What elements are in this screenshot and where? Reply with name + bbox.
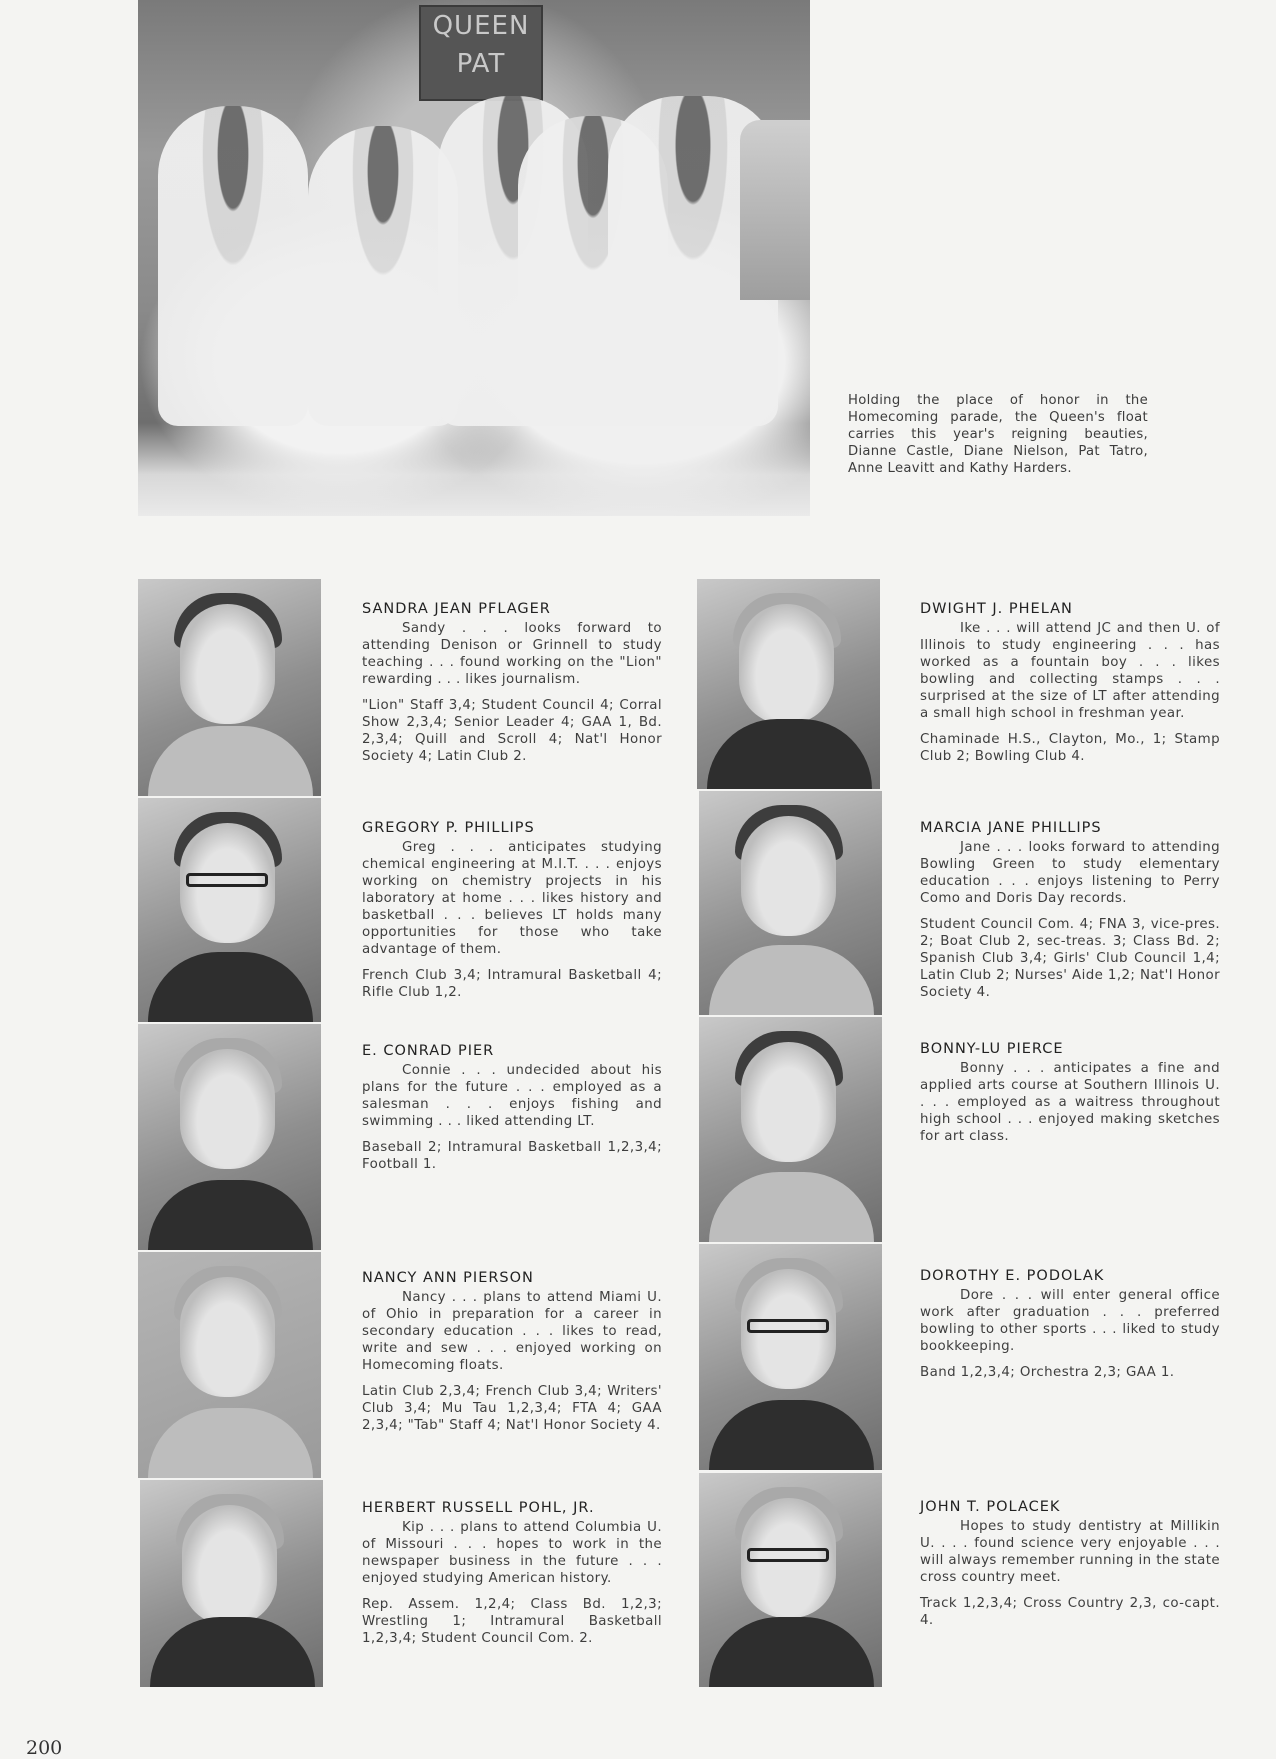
student-bio: Jane . . . looks forward to attending Bowling Green to study elementary education . . . enjoys listening to Perry Como and Doris Day records. bbox=[920, 840, 1220, 906]
student-bio: Nancy . . . plans to attend Miami U. of Ohio in preparation for a career in secondary education . . . likes to read, write and sew . . . enjoyed working on Homecoming floats. bbox=[362, 1290, 662, 1373]
portrait-photo bbox=[138, 798, 321, 1022]
portrait-photo bbox=[697, 579, 880, 789]
student-bio: Dore . . . will enter general office work after graduation . . . preferred bowling to other sports . . . liked to study bookkeeping. bbox=[920, 1288, 1220, 1354]
queen-pat-sign bbox=[419, 5, 543, 101]
student-name: MARCIA JANE PHILLIPS bbox=[920, 820, 1102, 836]
page-number: 200 bbox=[26, 1737, 63, 1759]
portrait-photo bbox=[138, 1252, 321, 1478]
senior-entry bbox=[920, 1041, 1220, 1154]
student-name: SANDRA JEAN PFLAGER bbox=[362, 601, 551, 617]
photo-figure bbox=[158, 106, 308, 426]
student-activities: Band 1,2,3,4; Orchestra 2,3; GAA 1. bbox=[920, 1365, 1175, 1380]
student-name: NANCY ANN PIERSON bbox=[362, 1270, 534, 1286]
senior-entry bbox=[920, 601, 1220, 765]
student-name: E. CONRAD PIER bbox=[362, 1043, 495, 1059]
student-bio: Kip . . . plans to attend Columbia U. of Missouri . . . hopes to work in the newspaper business in the future . . . enjoyed studying American history. bbox=[362, 1520, 662, 1586]
student-bio: Bonny . . . anticipates a fine and applied arts course at Southern Illinois U. . . . employed as a waitress throughout high school . . . enjoyed making sketches for art class. bbox=[920, 1061, 1220, 1144]
sign-line-2: PAT bbox=[456, 49, 506, 79]
student-name: DOROTHY E. PODOLAK bbox=[920, 1268, 1105, 1284]
student-activities: Rep. Assem. 1,2,4; Class Bd. 1,2,3; Wrestling 1; Intramural Basketball 1,2,3,4; Student Council Com. 2. bbox=[362, 1597, 662, 1646]
student-bio: Hopes to study dentistry at Millikin U. . . . found science very enjoyable . . . will always remember running in the state cross country meet. bbox=[920, 1519, 1220, 1585]
senior-entry bbox=[362, 820, 662, 1001]
student-activities: Latin Club 2,3,4; French Club 3,4; Writers' Club 3,4; Mu Tau 1,2,3,4; FTA 4; GAA 2,3,4; "Tab" Staff 4; Nat'l Honor Society 4. bbox=[362, 1384, 662, 1433]
portrait-photo bbox=[138, 579, 321, 796]
homecoming-float-photo bbox=[138, 0, 810, 516]
senior-entry bbox=[362, 1500, 662, 1647]
student-bio: Connie . . . undecided about his plans for the future . . . employed as a salesman . . . enjoys fishing and swimming . . . liked attending LT. bbox=[362, 1063, 662, 1129]
student-name: DWIGHT J. PHELAN bbox=[920, 601, 1073, 617]
student-bio: Sandy . . . looks forward to attending Denison or Grinnell to study teaching . . . found working on the "Lion" rewarding . . . likes journalism. bbox=[362, 621, 662, 687]
portrait-photo bbox=[699, 1017, 882, 1242]
student-name: HERBERT RUSSELL POHL, JR. bbox=[362, 1500, 595, 1516]
student-activities: Chaminade H.S., Clayton, Mo., 1; Stamp Club 2; Bowling Club 4. bbox=[920, 732, 1220, 764]
portrait-photo bbox=[699, 791, 882, 1015]
student-activities: Baseball 2; Intramural Basketball 1,2,3,4; Football 1. bbox=[362, 1140, 662, 1172]
portrait-photo bbox=[140, 1480, 323, 1687]
senior-entry bbox=[362, 1270, 662, 1434]
sign-line-1: QUEEN bbox=[432, 11, 530, 41]
senior-entry bbox=[362, 1043, 662, 1173]
student-activities: French Club 3,4; Intramural Basketball 4; Rifle Club 1,2. bbox=[362, 968, 662, 1000]
student-name: JOHN T. POLACEK bbox=[920, 1499, 1061, 1515]
student-activities: "Lion" Staff 3,4; Student Council 4; Corral Show 2,3,4; Senior Leader 4; GAA 1, Bd. 2,3,4; Quill and Scroll 4; Nat'l Honor Society 4; Latin Club 2. bbox=[362, 698, 662, 764]
senior-entry bbox=[920, 1268, 1220, 1381]
photo-caption: Holding the place of honor in the Homecoming parade, the Queen's float carries this year's reigning beauties, Dianne Castle, Diane Nielson, Pat Tatro, Anne Leavitt and Kathy Harders. bbox=[848, 393, 1148, 476]
portrait-photo bbox=[699, 1244, 882, 1470]
student-name: GREGORY P. PHILLIPS bbox=[362, 820, 535, 836]
photo-figure bbox=[308, 126, 458, 426]
student-bio: Greg . . . anticipates studying chemical engineering at M.I.T. . . . enjoys working on chemistry projects in his laboratory at home . . . likes history and basketball . . . believes LT holds many opportunities for those who take advantage of them. bbox=[362, 840, 662, 957]
student-bio: Ike . . . will attend JC and then U. of Illinois to study engineering . . . has worked as a fountain boy . . . likes bowling and collecting stamps . . . surprised at the size of LT after attending a small high school in freshman year. bbox=[920, 621, 1220, 721]
senior-entry bbox=[920, 820, 1220, 1001]
portrait-photo bbox=[138, 1024, 321, 1250]
senior-entry bbox=[362, 601, 662, 765]
senior-entry bbox=[920, 1499, 1220, 1629]
portrait-photo bbox=[699, 1473, 882, 1687]
student-name: BONNY-LU PIERCE bbox=[920, 1041, 1064, 1057]
photo-school-bus bbox=[740, 120, 810, 300]
student-activities: Track 1,2,3,4; Cross Country 2,3, co-capt. 4. bbox=[920, 1596, 1220, 1628]
student-activities: Student Council Com. 4; FNA 3, vice-pres. 2; Boat Club 2, sec-treas. 3; Class Bd. 2; Spanish Club 3,4; Girls' Club Council 1,4; Latin Club 2; Nurses' Aide 1,2; Nat'l Honor Society 4. bbox=[920, 917, 1220, 1000]
